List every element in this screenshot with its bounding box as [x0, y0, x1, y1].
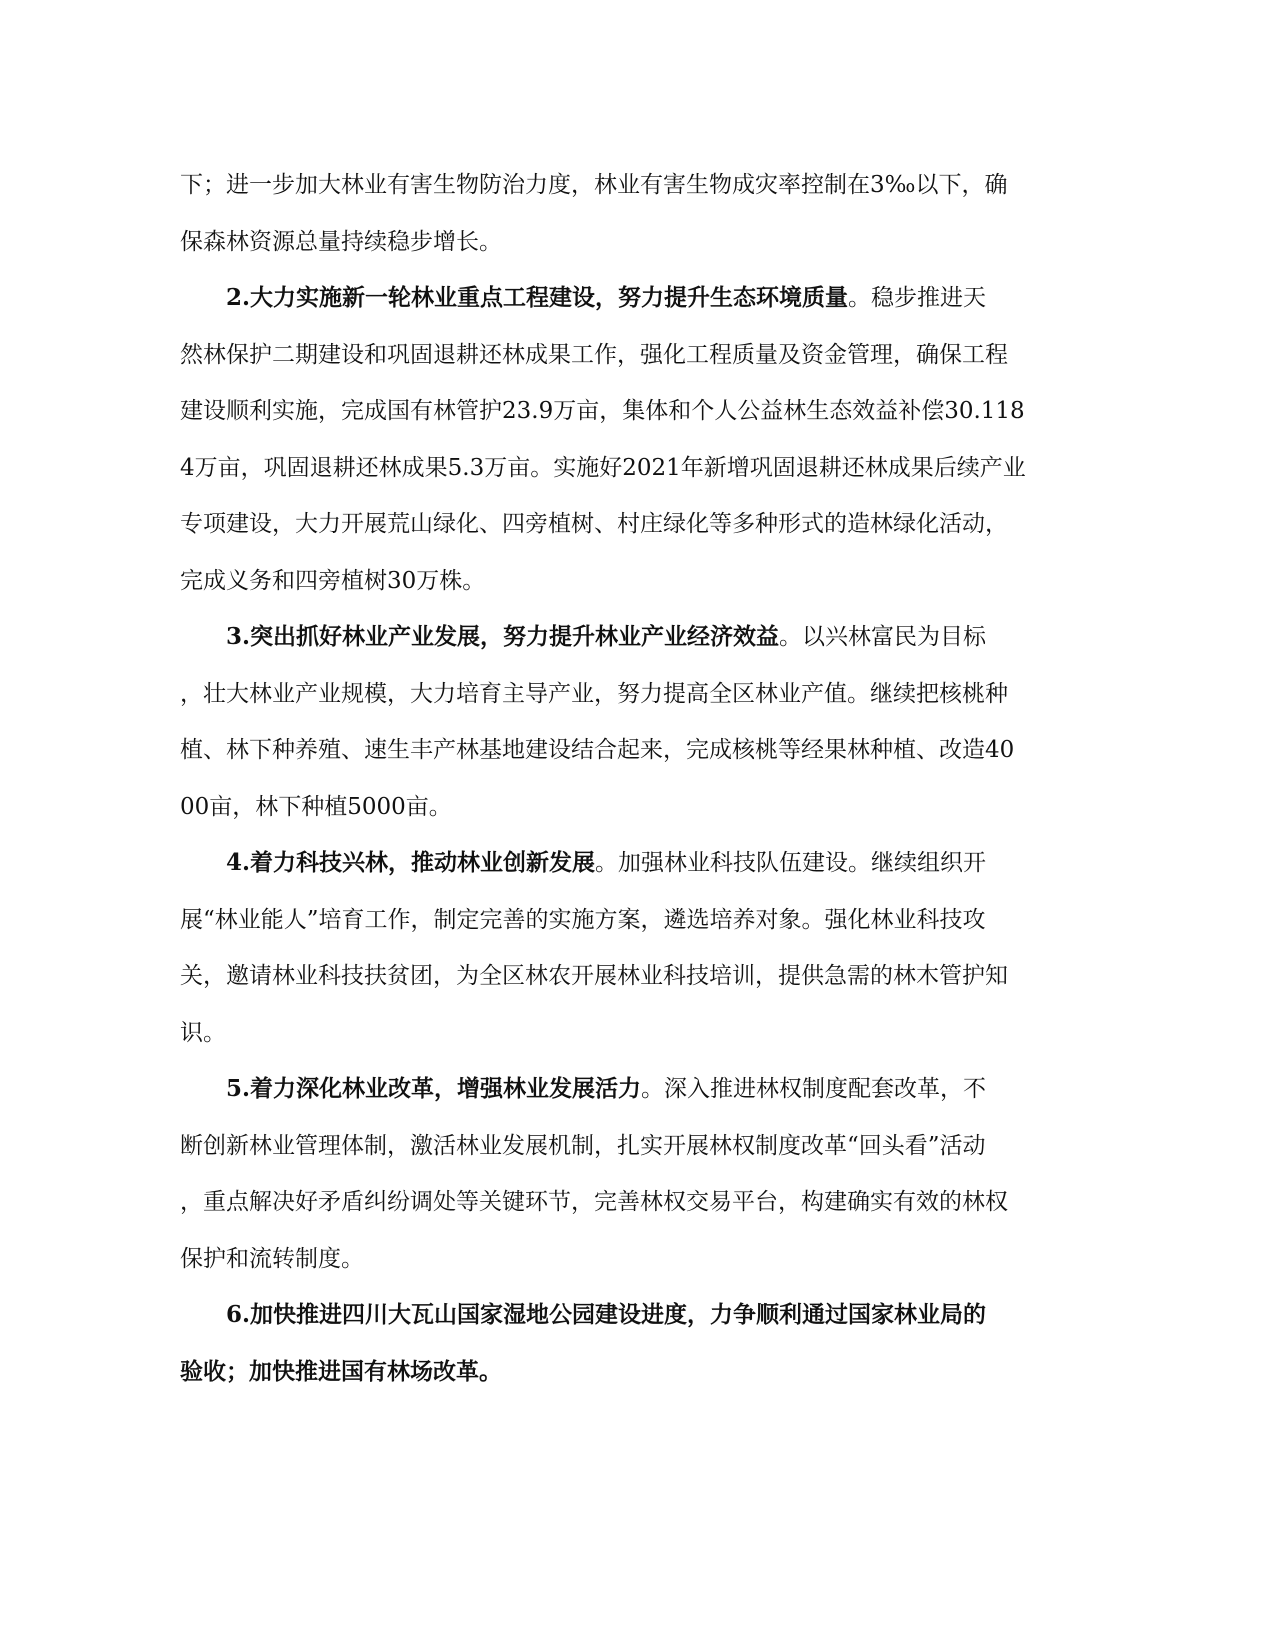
paragraph-4-first-line-rest: 。加强林业科技队伍建设。继续组织开 [595, 850, 987, 876]
paragraph-1-line-2: 保森林资源总量持续稳步增长。 [180, 229, 502, 255]
paragraph-2-line: 建设顺利实施，完成国有林管护23.9万亩，集体和个人公益林生态效益补偿30.118 [180, 398, 1025, 424]
paragraph-5-heading: 5.着力深化林业改革，增强林业发展活力 [226, 1075, 642, 1102]
paragraph-2-line: 然林保护二期建设和巩固退耕还林成果工作，强化工程质量及资金管理，确保工程 [180, 342, 1008, 368]
paragraph-4-heading: 4.着力科技兴林，推动林业创新发展 [226, 849, 596, 876]
paragraph-5-line: 保护和流转制度。 [180, 1246, 364, 1272]
paragraph-2-line: 4万亩，巩固退耕还林成果5.3万亩。实施好2021年新增巩固退耕还林成果后续产业 [180, 455, 1026, 481]
paragraph-4-first-line [226, 848, 986, 878]
paragraph-3-line: 00亩，林下种植5000亩。 [180, 794, 452, 820]
paragraph-5-line: ，重点解决好矛盾纠纷调处等关键环节，完善林权交易平台，构建确实有效的林权 [180, 1189, 1008, 1215]
paragraph-3-first-line [226, 622, 986, 652]
paragraph-5-line: 断创新林业管理体制，激活林业发展机制，扎实开展林权制度改革“回头看”活动 [180, 1133, 986, 1159]
paragraph-4-line: 关，邀请林业科技扶贫团，为全区林农开展林业科技培训，提供急需的林木管护知 [180, 963, 1008, 989]
paragraph-2-line: 完成义务和四旁植树30万株。 [180, 568, 486, 594]
paragraph-5-first-line-rest: 。深入推进林权制度配套改革，不 [641, 1076, 987, 1102]
paragraph-3-first-line-rest: 。以兴林富民为目标 [779, 624, 987, 650]
paragraph-2-line: 专项建设，大力开展荒山绿化、四旁植树、村庄绿化等多种形式的造林绿化活动， [180, 511, 1008, 537]
paragraph-1-line-1: 下；进一步加大林业有害生物防治力度，林业有害生物成灾率控制在3‰以下，确 [180, 172, 1008, 198]
paragraph-2-heading: 2.大力实施新一轮林业重点工程建设，努力提升生态环境质量 [226, 284, 849, 311]
paragraph-3-line: ，壮大林业产业规模，大力培育主导产业，努力提高全区林业产值。继续把核桃种 [180, 681, 1008, 707]
paragraph-2-first-line [226, 283, 986, 313]
paragraph-3-line: 植、林下种养殖、速生丰产林基地建设结合起来，完成核桃等经果林种植、改造40 [180, 737, 1015, 763]
paragraph-6-line: 验收；加快推进国有林场改革。 [180, 1358, 502, 1385]
paragraph-4-line: 展“林业能人”培育工作，制定完善的实施方案，遴选培养对象。强化林业科技攻 [180, 907, 986, 933]
paragraph-2-first-line-rest: 。稳步推进天 [848, 285, 987, 311]
paragraph-5-first-line [226, 1074, 986, 1104]
paragraph-4-line: 识。 [180, 1020, 226, 1046]
paragraph-3-heading: 3.突出抓好林业产业发展，努力提升林业产业经济效益 [226, 623, 780, 650]
paragraph-6-heading: 6.加快推进四川大瓦山国家湿地公园建设进度，力争顺利通过国家林业局的 [226, 1301, 987, 1328]
